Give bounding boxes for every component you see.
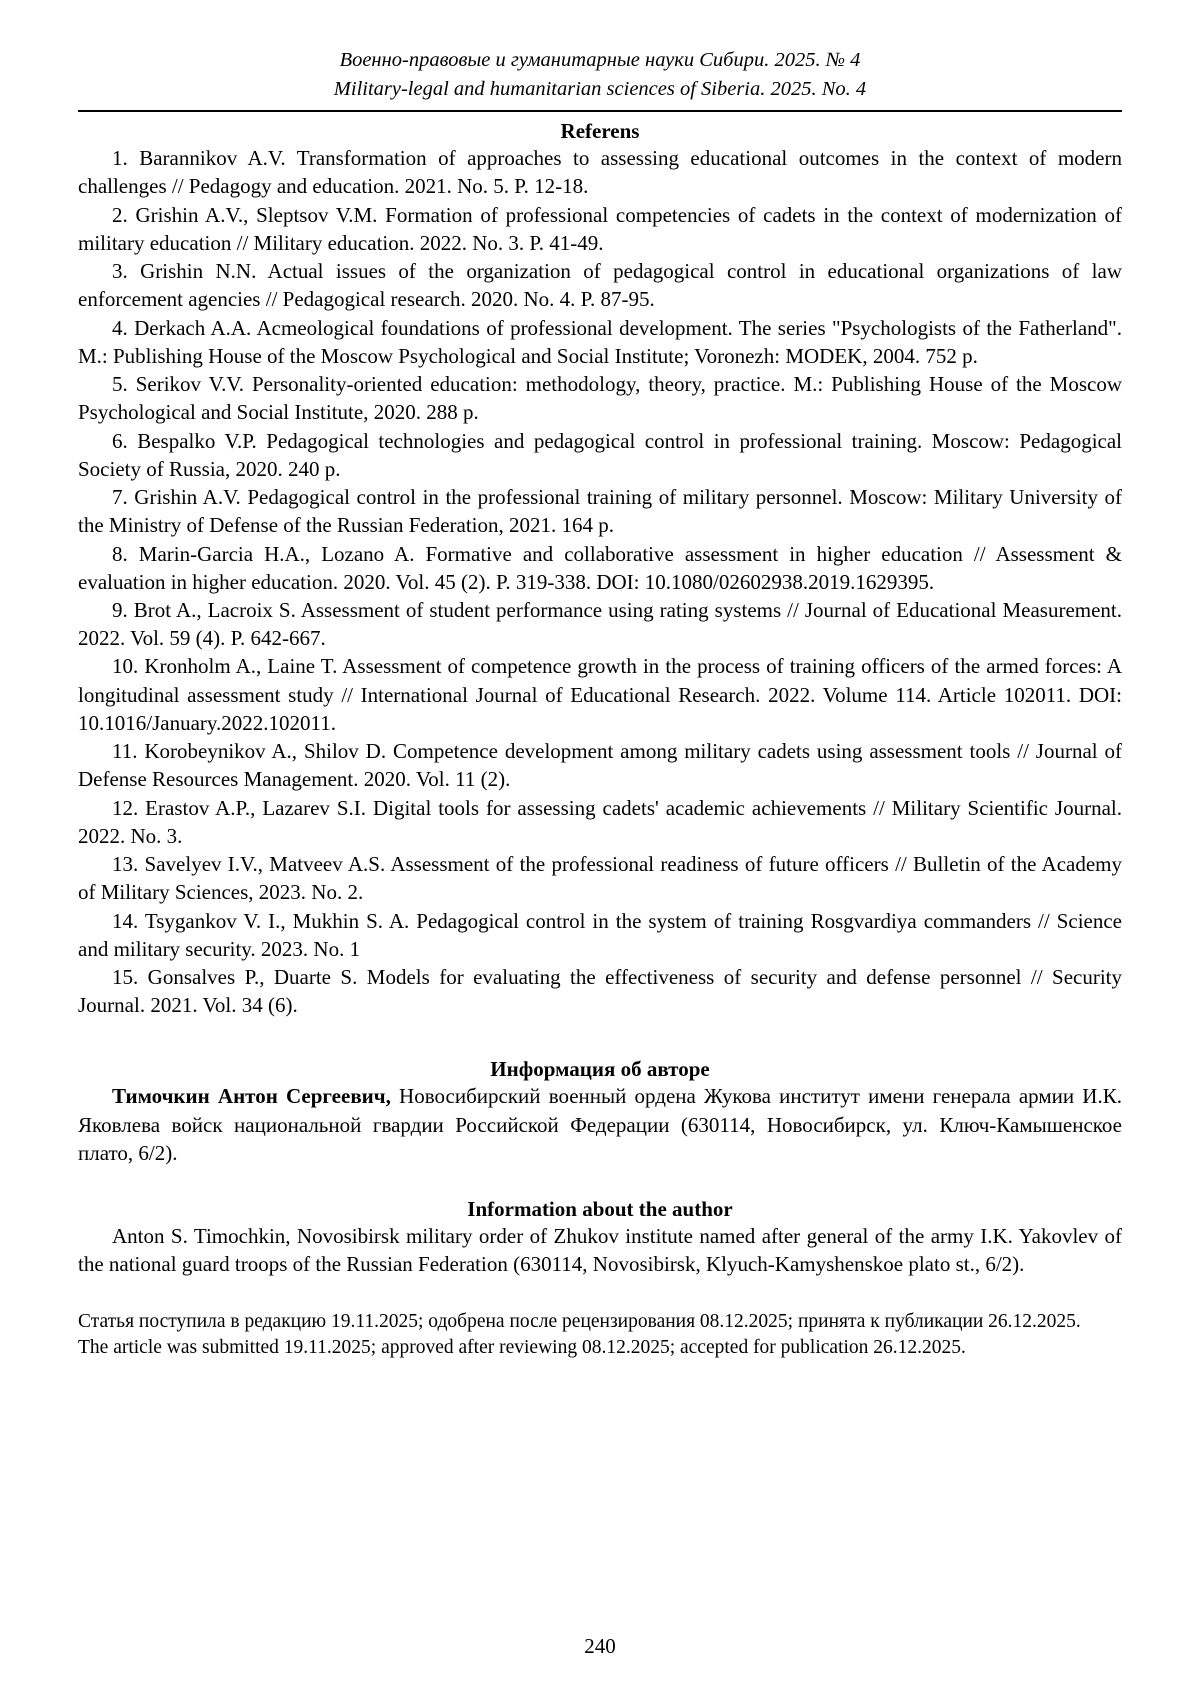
author-info-en-title: Information about the author (467, 1197, 733, 1222)
reference-item: 1. Barannikov A.V. Transformation of approaches to assessing educational outcomes in the context of modern challenges // Pedagogy and education. 2021. No. 5. P. 12-18. (78, 146, 1122, 199)
reference-item: 14. Tsygankov V. I., Mukhin S. A. Pedagogical control in the system of training Rosgvardiya commanders // Science and military security. 2023. No. 1 (78, 908, 1122, 961)
reference-item: 15. Gonsalves P., Duarte S. Models for evaluating the effectiveness of security and defense personnel // Security Journal. 2021. Vol. 34 (6). (78, 965, 1122, 1018)
reference-item: 7. Grishin A.V. Pedagogical control in the professional training of military personnel. Moscow: Military University of the Ministry of Defense of the Russian Federation, 2021. 164 p. (78, 485, 1122, 538)
submission-dates-ru: Статья поступила в редакцию 19.11.2025; одобрена после рецензирования 08.12.2025; принята к публикации 26.12.2025. (78, 1310, 1081, 1332)
reference-item: 4. Derkach A.A. Acmeological foundations of professional development. The series "Psychologists of the Fatherland". M.: Publishing House of the Moscow Psychological and Social Institute; Voronezh: MODEK, 2004. 752 p. (78, 315, 1122, 368)
reference-item: 3. Grishin N.N. Actual issues of the organization of pedagogical control in educational organizations of law enforcement agencies // Pedagogical research. 2020. No. 4. P. 87-95. (78, 259, 1122, 312)
reference-item: 12. Erastov A.P., Lazarev S.I. Digital tools for assessing cadets' academic achievements // Military Scientific Journal. 2022. No. 3. (78, 795, 1122, 848)
reference-item: 10. Kronholm A., Laine T. Assessment of competence growth in the process of training officers of the armed forces: A longitudinal assessment study // International Journal of Educational Research. 2022. Volume 114. Article 102011. DOI: 10.1016/January.2022.102011. (78, 654, 1122, 735)
reference-item: 11. Korobeynikov A., Shilov D. Competence development among military cadets using assessment tools // Journal of Defense Resources Management. 2020. Vol. 11 (2). (78, 739, 1122, 792)
spacer (78, 1279, 1122, 1309)
author-affiliation-ru: Новосибирский военный ордена Жукова институт имени генерала армии И.К. Яковлева войск национальной гвардии Российской Федерации (630114, Новосибирск, ул. Ключ-Камышенское плато, 6/2). (78, 1084, 1122, 1165)
reference-item: 6. Bespalko V.P. Pedagogical technologies and pedagogical control in professional training. Moscow: Pedagogical Society of Russia, 2020. 240 p. (78, 428, 1122, 481)
header-divider (78, 110, 1122, 112)
author-info-en: Anton S. Timochkin, Novosibirsk military order of Zhukov institute named after general of the army I.K. Yakovlev of the national guard troops of the Russian Federation (630114, Novosibirsk, Klyuch-Kamyshenskoe plato st., 6/2). (78, 1224, 1122, 1277)
spacer (78, 1019, 1122, 1057)
references-title: Referens (560, 119, 640, 144)
reference-item: 13. Savelyev I.V., Matveev A.S. Assessment of the professional readiness of future officers // Bulletin of the Academy of Military Sciences, 2023. No. 2. (78, 852, 1122, 905)
page-number: 240 (584, 1634, 616, 1658)
reference-item: 8. Marin-Garcia H.A., Lozano A. Formative and collaborative assessment in higher education // Assessment & evaluation in higher education. 2020. Vol. 45 (2). P. 319-338. DOI: 10.1080/02602938.2019.1629395. (78, 541, 1122, 594)
references-list (78, 144, 1122, 1019)
reference-item: 5. Serikov V.V. Personality-oriented education: methodology, theory, practice. M.: Publishing House of the Moscow Psychological and Social Institute, 2020. 288 p. (78, 372, 1122, 425)
spacer (78, 1167, 1122, 1197)
submission-dates-en: The article was submitted 19.11.2025; approved after reviewing 08.12.2025; accepted for publication 26.12.2025. (78, 1336, 966, 1358)
author-info-ru-title: Информация об авторе (490, 1057, 710, 1082)
reference-item: 9. Brot A., Lacroix S. Assessment of student performance using rating systems // Journal of Educational Measurement. 2022. Vol. 59 (4). P. 642-667. (78, 597, 1122, 651)
running-head-ru: Военно-правовые и гуманитарные науки Сибири. 2025. № 4 (339, 49, 861, 71)
author-name-ru: Тимочкин Антон Сергеевич, (112, 1084, 391, 1109)
running-head-en: Military-legal and humanitarian sciences of Siberia. 2025. No. 4 (333, 78, 867, 101)
author-info-ru (78, 1082, 1122, 1167)
running-head (78, 46, 1122, 104)
reference-item: 2. Grishin A.V., Sleptsov V.M. Formation of professional competencies of cadets in the context of modernization of military education // Military education. 2022. No. 3. P. 41-49. (78, 202, 1122, 255)
